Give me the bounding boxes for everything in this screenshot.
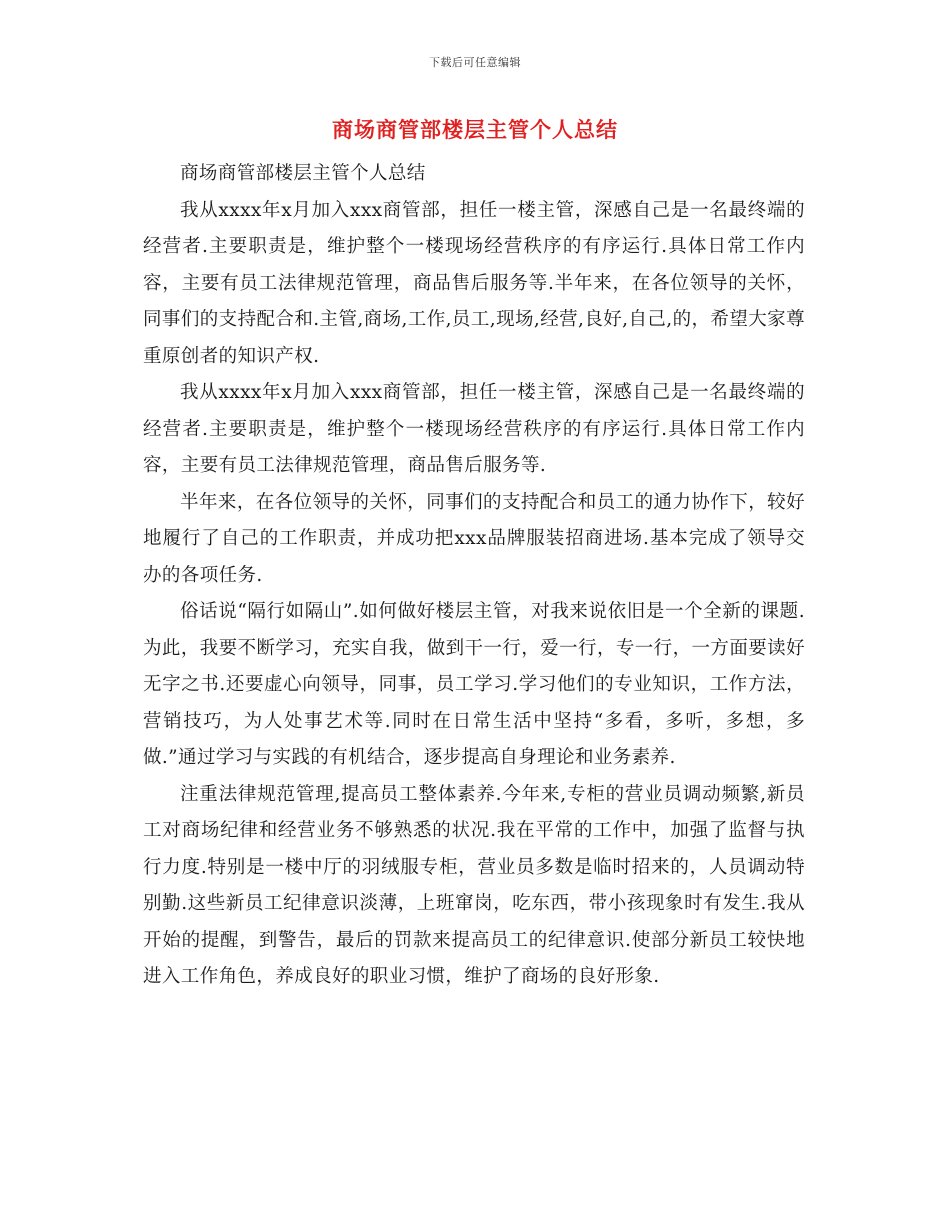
document-body [143,156,805,996]
paragraph: 我从xxxx年x月加入xxx商管部，担任一楼主管，深感自己是一名最终端的经营者.主要职责是，维护整个一楼现场经营秩序的有序运行.具体日常工作内容，主要有员工法律规范管理，商品售后服务等.半年来，在各位领导的关怀，同事们的支持配合和.主管,商场,工作,员工,现场,经营,良好,自己,的，希望大家尊重原创者的知识产权. [143,199,805,367]
paragraph-subtitle: 商场商管部楼层主管个人总结 [180,163,426,184]
paragraph: 我从xxxx年x月加入xxx商管部，担任一楼主管，深感自己是一名最终端的经营者.主要职责是，维护整个一楼现场经营秩序的有序运行.具体日常工作内容，主要有员工法律规范管理，商品售后服务等. [143,382,805,476]
header-note: 下载后可任意编辑 [429,56,521,69]
paragraph: 俗话说“隔行如隔山”.如何做好楼层主管，对我来说依旧是一个全新的课题.为此，我要不断学习，充实自我，做到干一行，爱一行，专一行，一方面要读好无字之书.还要虚心向领导，同事，员工学习.学习他们的专业知识，工作方法，营销技巧，为人处事艺术等.同时在日常生活中坚持“多看，多听，多想，多做.”通过学习与实践的有机结合，逐步提高自身理论和业务素养. [143,601,805,768]
paragraph: 注重法律规范管理,提高员工整体素养.今年来,专柜的营业员调动频繁,新员工对商场纪律和经营业务不够熟悉的状况.我在平常的工作中，加强了监督与执行力度.特别是一楼中厅的羽绒服专柜，营业员多数是临时招来的，人员调动特别勤.这些新员工纪律意识淡薄，上班窜岗，吃东西，带小孩现象时有发生.我从开始的提醒，到警告，最后的罚款来提高员工的纪律意识.使部分新员工较快地进入工作角色，养成良好的职业习惯，维护了商场的良好形象. [143,783,805,987]
document-title: 商场商管部楼层主管个人总结 [332,117,618,142]
paragraph: 半年来，在各位领导的关怀，同事们的支持配合和员工的通力协作下，较好地履行了自己的工作职责，并成功把xxx品牌服装招商进场.基本完成了领导交办的各项任务. [143,491,805,586]
